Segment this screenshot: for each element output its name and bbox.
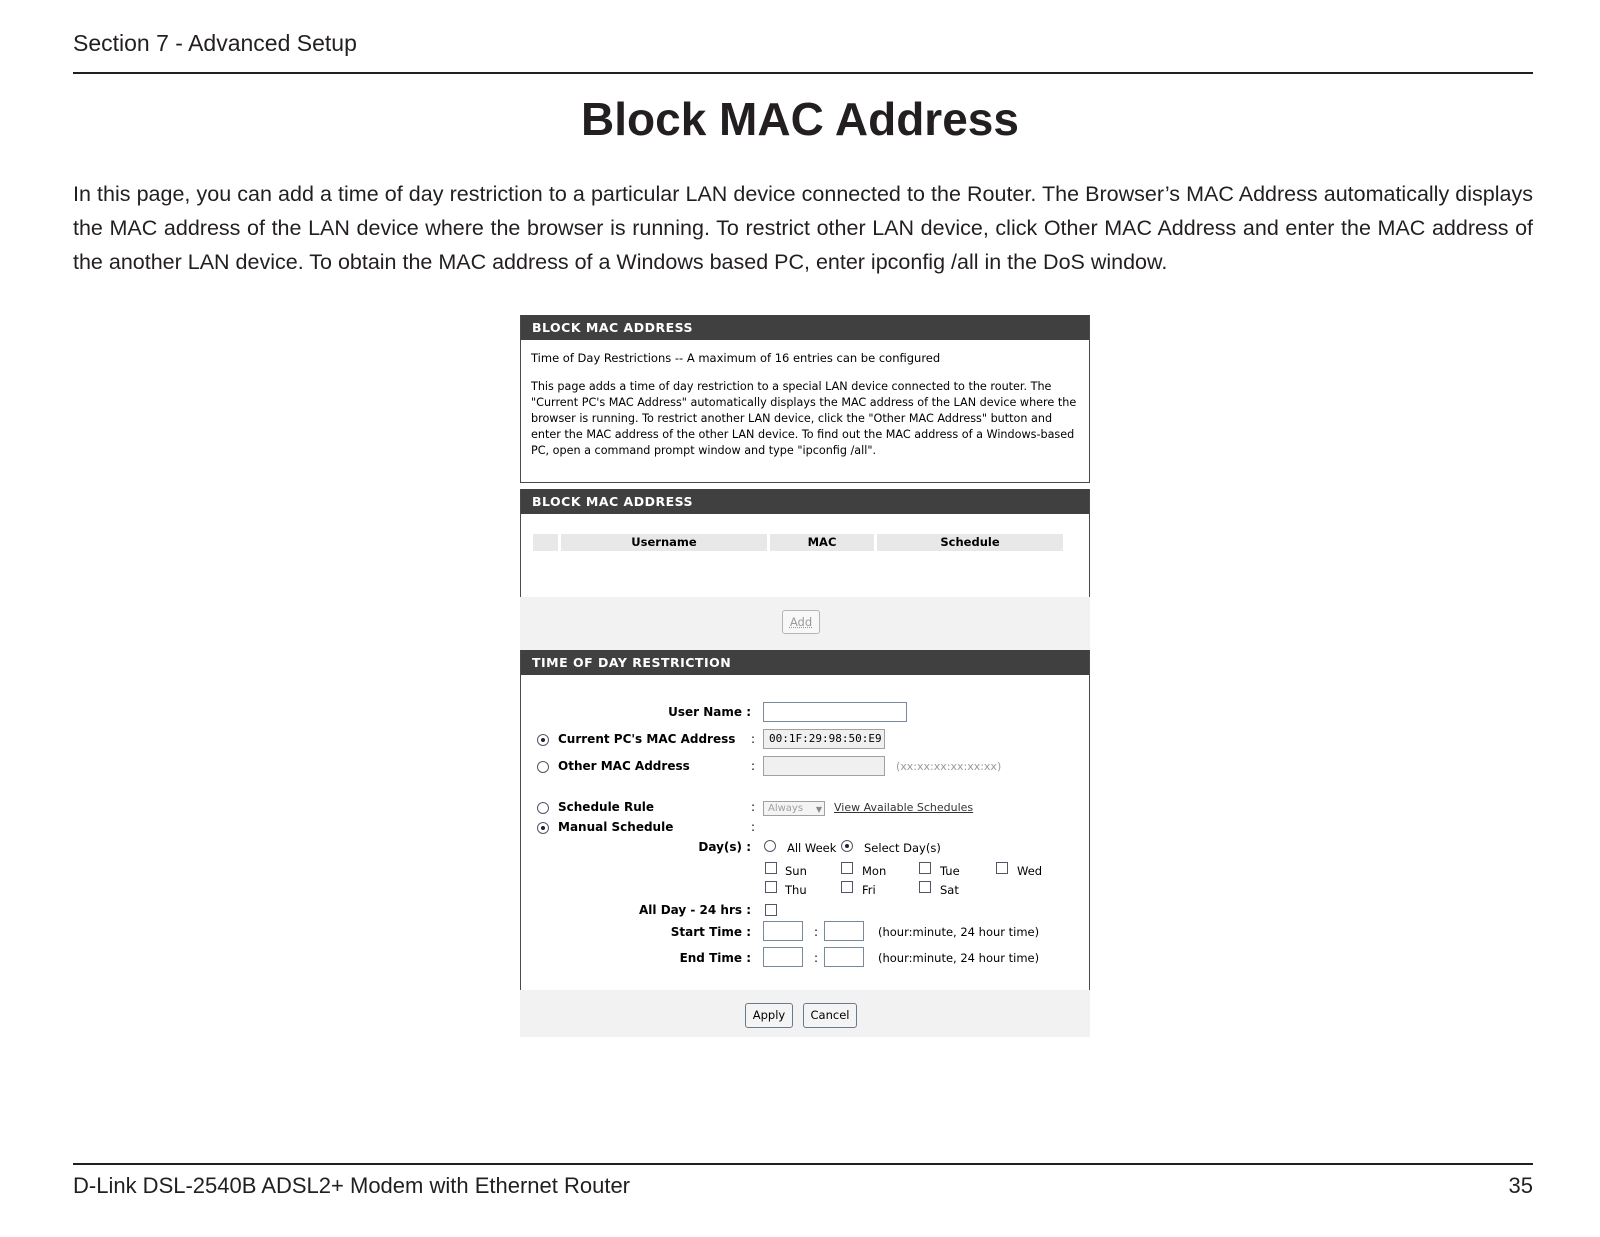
current-mac-radio[interactable] — [537, 734, 549, 746]
table-header-username: Username — [561, 534, 767, 551]
section-header: Section 7 - Advanced Setup — [73, 30, 357, 56]
colon: : — [814, 951, 819, 965]
other-mac-label: Other MAC Address — [558, 759, 690, 773]
schedule-select[interactable] — [763, 801, 825, 816]
select-days-label: Select Day(s) — [864, 841, 941, 855]
colon: : — [751, 759, 756, 773]
add-button[interactable]: Add — [782, 610, 820, 634]
cancel-button[interactable]: Cancel — [803, 1003, 857, 1028]
mac-format-hint: (xx:xx:xx:xx:xx:xx) — [896, 760, 1002, 773]
day-label-sat: Sat — [940, 883, 959, 897]
other-mac-input[interactable] — [763, 756, 885, 776]
day-label-wed: Wed — [1017, 864, 1043, 878]
mac-list-header: BLOCK MAC ADDRESS — [521, 489, 1089, 514]
mac-list-panel — [520, 489, 1090, 598]
table-header-select — [533, 534, 558, 551]
time-restriction-header: TIME OF DAY RESTRICTION — [521, 650, 1089, 675]
day-label-sun: Sun — [785, 864, 807, 878]
all-week-label: All Week — [787, 841, 837, 855]
table-header-schedule: Schedule — [877, 534, 1063, 551]
colon: : — [751, 820, 756, 834]
info-panel-header: BLOCK MAC ADDRESS — [521, 315, 1089, 340]
colon: : — [751, 800, 756, 814]
day-checkbox-fri[interactable] — [841, 881, 853, 893]
day-label-tue: Tue — [940, 864, 960, 878]
colon: : — [814, 925, 819, 939]
other-mac-radio[interactable] — [537, 761, 549, 773]
start-hour-input[interactable] — [763, 921, 803, 941]
current-mac-field: 00:1F:29:98:50:E9 — [763, 729, 885, 749]
intro-paragraph: In this page, you can add a time of day restriction to a particular LAN device connected to the Router. The Browser’s MAC Address automatically displays the MAC address of the LAN device where the browser is running. To restrict other LAN device, click Other MAC Address and enter the MAC address of the another LAN device. To obtain the MAC address of a Windows based PC, enter ipconfig /all in the DoS window. — [73, 182, 1533, 274]
day-checkbox-thu[interactable] — [765, 881, 777, 893]
apply-button[interactable]: Apply — [745, 1003, 793, 1028]
day-checkbox-sat[interactable] — [919, 881, 931, 893]
day-checkbox-sun[interactable] — [765, 862, 777, 874]
day-label-fri: Fri — [862, 883, 876, 897]
footer-product: D-Link DSL-2540B ADSL2+ Modem with Ethernet Router — [73, 1173, 631, 1198]
schedule-select-value: Always — [768, 803, 804, 814]
end-time-label: End Time : — [679, 951, 751, 965]
start-minute-input[interactable] — [824, 921, 864, 941]
end-minute-input[interactable] — [824, 947, 864, 967]
start-time-label: Start Time : — [670, 925, 751, 939]
end-time-hint: (hour:minute, 24 hour time) — [878, 951, 1040, 965]
current-mac-label: Current PC's MAC Address — [558, 732, 736, 746]
user-name-input[interactable] — [763, 702, 907, 722]
day-label-thu: Thu — [785, 883, 807, 897]
all-day-label: All Day - 24 hrs : — [639, 903, 751, 917]
table-header-mac: MAC — [770, 534, 874, 551]
schedule-rule-radio[interactable] — [537, 802, 549, 814]
info-panel — [520, 315, 1090, 483]
end-hour-input[interactable] — [763, 947, 803, 967]
days-label: Day(s) : — [698, 840, 751, 854]
apply-strip — [520, 990, 1090, 1037]
header-rule — [73, 72, 1533, 74]
add-strip — [520, 597, 1090, 650]
all-day-checkbox[interactable] — [765, 904, 777, 916]
manual-schedule-label: Manual Schedule — [558, 820, 674, 834]
day-checkbox-tue[interactable] — [919, 862, 931, 874]
chevron-down-icon: ▼ — [815, 805, 822, 814]
day-label-mon: Mon — [862, 864, 887, 878]
entry-limit-note: Time of Day Restrictions -- A maximum of 16 entries can be configured — [531, 351, 941, 365]
manual-schedule-radio[interactable] — [537, 822, 549, 834]
page-number: 35 — [1508, 1173, 1533, 1198]
info-description: This page adds a time of day restriction to a special LAN device connected to the router. The "Current PC's MAC Address" automatically displays the MAC address of the LAN device where the browser is running. To restrict another LAN device, click the "Other MAC Address" button and enter the MAC address of the other LAN device. To find out the MAC address of a Windows-based PC, open a command prompt window and type "ipconfig /all". — [531, 380, 1077, 457]
all-week-radio[interactable] — [764, 840, 776, 852]
start-time-hint: (hour:minute, 24 hour time) — [878, 925, 1040, 939]
footer-rule — [73, 1163, 1533, 1165]
router-screenshot — [520, 315, 1090, 1037]
select-days-radio[interactable] — [841, 840, 853, 852]
user-name-label: User Name : — [668, 705, 751, 719]
schedule-rule-label: Schedule Rule — [558, 800, 655, 814]
page-title: Block MAC Address — [581, 93, 1019, 145]
time-restriction-panel — [520, 650, 1090, 991]
view-schedules-link[interactable]: View Available Schedules — [834, 801, 974, 814]
day-checkbox-wed[interactable] — [996, 862, 1008, 874]
day-checkbox-mon[interactable] — [841, 862, 853, 874]
colon: : — [751, 732, 756, 746]
